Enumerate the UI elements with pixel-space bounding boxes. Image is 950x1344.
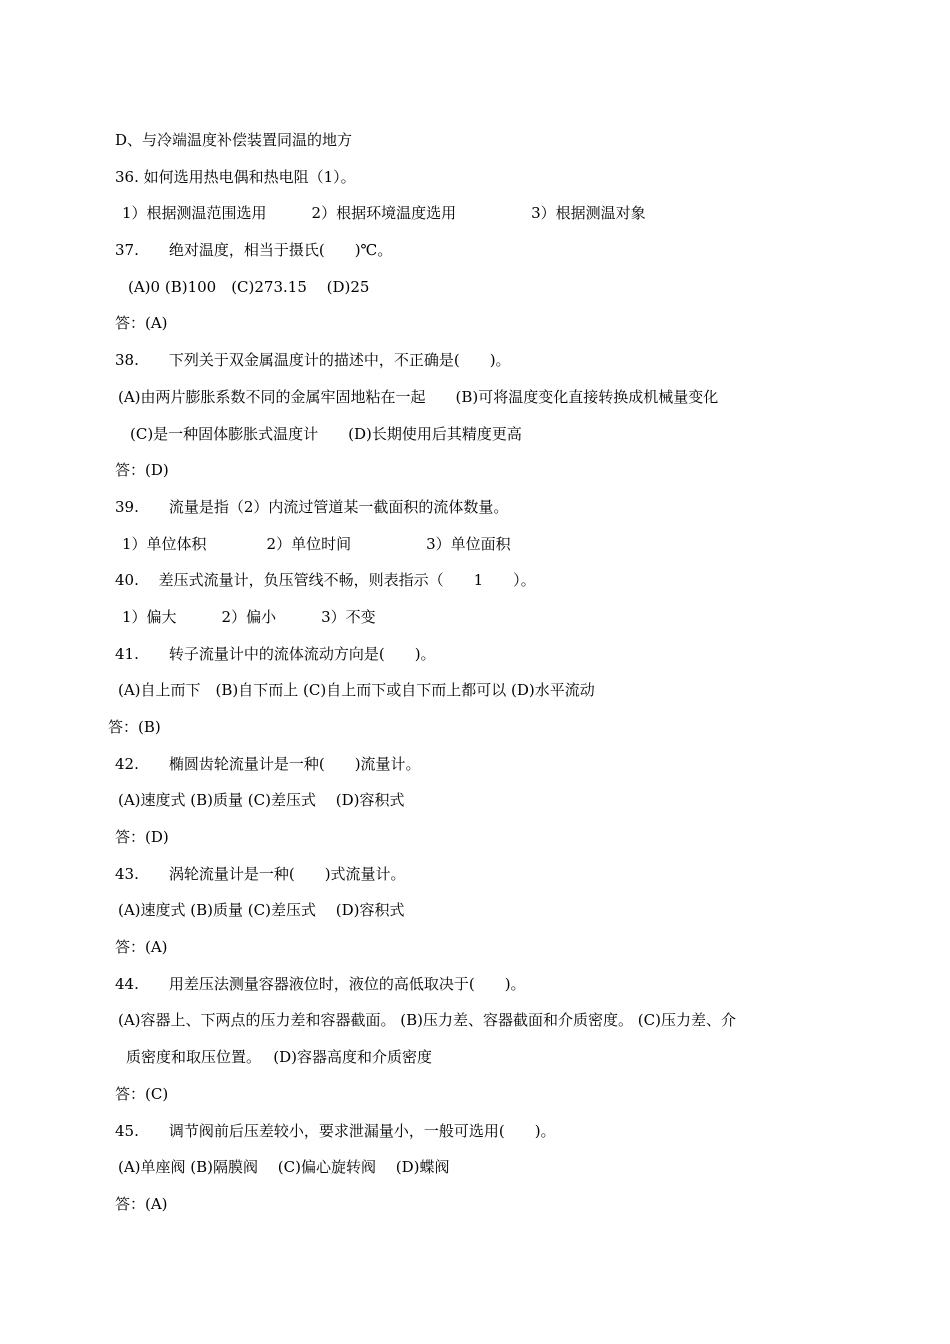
- options-43: (A)速度式 (B)质量 (C)差压式 (D)容积式: [118, 901, 405, 919]
- question-38: 38. 下列关于双金属温度计的描述中，不正确是( )。: [115, 351, 511, 369]
- answer-45: 答：(A): [115, 1195, 168, 1213]
- options-39: 1）单位体积 2）单位时间 3）单位面积: [122, 535, 511, 553]
- question-37: 37. 绝对温度，相当于摄氏( )℃。: [115, 241, 393, 259]
- options-44-line1: (A)容器上、下两点的压力差和容器截面。 (B)压力差、容器截面和介质密度。 (C)压力差、介: [118, 1011, 736, 1029]
- question-43: 43. 涡轮流量计是一种( )式流量计。: [115, 865, 406, 883]
- answer-43: 答：(A): [115, 938, 168, 956]
- options-40: 1）偏大 2）偏小 3）不变: [122, 608, 376, 626]
- question-44: 44. 用差压法测量容器液位时，液位的高低取决于( )。: [115, 975, 526, 993]
- answer-38: 答：(D): [115, 461, 169, 479]
- question-40: 40. 差压式流量计，负压管线不畅，则表指示（ 1 ）。: [115, 571, 536, 589]
- options-37: (A)0 (B)100 (C)273.15 (D)25: [128, 278, 370, 296]
- options-42: (A)速度式 (B)质量 (C)差压式 (D)容积式: [118, 791, 405, 809]
- question-41: 41. 转子流量计中的流体流动方向是( )。: [115, 645, 436, 663]
- options-45: (A)单座阀 (B)隔膜阀 (C)偏心旋转阀 (D)蝶阀: [118, 1158, 450, 1176]
- answer-44: 答：(C): [115, 1085, 169, 1103]
- options-44-line2: 质密度和取压位置。 (D)容器高度和介质密度: [126, 1048, 433, 1066]
- answer-37: 答：(A): [115, 314, 168, 332]
- options-41: (A)自上而下 (B)自下而上 (C)自上而下或自下而上都可以 (D)水平流动: [118, 681, 595, 699]
- question-42: 42. 椭圆齿轮流量计是一种( )流量计。: [115, 755, 421, 773]
- answer-41: 答：(B): [108, 718, 161, 736]
- options-38-line2: (C)是一种固体膨胀式温度计 (D)长期使用后其精度更高: [130, 425, 522, 443]
- question-39: 39. 流量是指（2）内流过管道某一截面积的流体数量。: [115, 498, 509, 516]
- question-45: 45. 调节阀前后压差较小，要求泄漏量小，一般可选用( )。: [115, 1122, 556, 1140]
- options-38-line1: (A)由两片膨胀系数不同的金属牢固地粘在一起 (B)可将温度变化直接转换成机械量变化: [118, 388, 719, 406]
- answer-42: 答：(D): [115, 828, 169, 846]
- text-line: D、与冷端温度补偿装置同温的地方: [115, 131, 353, 149]
- options-36: 1）根据测温范围选用 2）根据环境温度选用 3）根据测温对象: [122, 204, 646, 222]
- question-36: 36. 如何选用热电偶和热电阻（1）。: [115, 168, 356, 186]
